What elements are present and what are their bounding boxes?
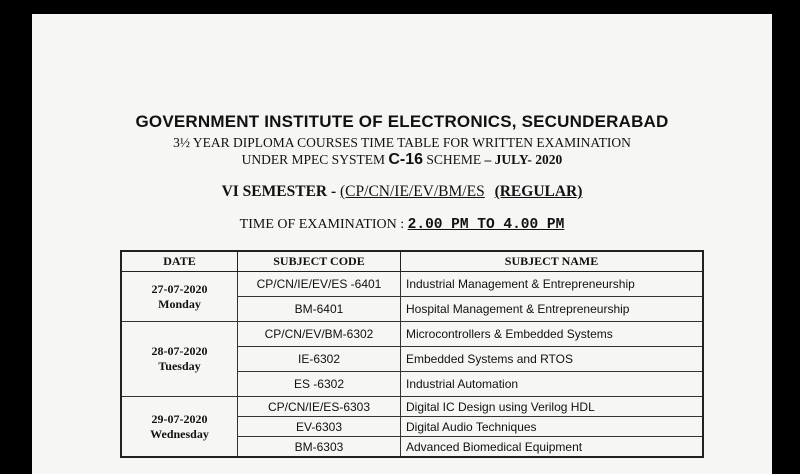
date-cell	[121, 272, 238, 322]
exam-date: 27-07-2020	[151, 281, 208, 296]
date-cell	[121, 322, 238, 397]
column-header-date: DATE	[121, 251, 238, 272]
branch-list: (CP/CN/IE/EV/BM/ES	[340, 183, 485, 200]
scheme-line	[32, 151, 772, 169]
exam-month: – JULY- 2020	[484, 152, 563, 167]
column-header-name: SUBJECT NAME	[401, 251, 704, 272]
time-label: TIME OF EXAMINATION :	[239, 217, 405, 232]
document-page	[32, 14, 772, 474]
table-header-row	[121, 251, 703, 272]
subject-name: Microcontrollers & Embedded Systems	[401, 322, 704, 347]
exam-date: 28-07-2020	[151, 344, 208, 358]
table-row	[121, 397, 703, 417]
timetable	[120, 250, 704, 458]
subject-name: Embedded Systems and RTOS	[401, 347, 704, 372]
time-value: 2.00 PM TO 4.00 PM	[407, 217, 565, 233]
subject-name: Industrial Automation	[401, 372, 704, 397]
exam-day: Tuesday	[158, 359, 201, 373]
subject-code: EV-6303	[238, 417, 401, 437]
subject-code: CP/CN/IE/EV/ES -6401	[238, 272, 401, 297]
course-line: 3½ YEAR DIPLOMA COURSES TIME TABLE FOR WRITTEN EXAMINATION	[173, 135, 631, 150]
subject-name: Digital Audio Techniques	[401, 417, 704, 437]
subject-code: BM-6303	[238, 437, 401, 458]
exam-time-line	[32, 217, 772, 233]
institute-title: GOVERNMENT INSTITUTE OF ELECTRONICS, SECUNDERABAD	[135, 112, 669, 131]
column-header-code: SUBJECT CODE	[238, 251, 401, 272]
table-row	[121, 322, 703, 347]
subject-name: Digital IC Design using Verilog HDL	[401, 397, 704, 417]
exam-day: Monday	[158, 296, 201, 311]
subject-code: CP/CN/EV/BM-6302	[238, 322, 401, 347]
regular-label: (REGULAR)	[494, 183, 583, 200]
subject-name: Hospital Management & Entrepreneurship	[401, 297, 704, 322]
subject-name: Industrial Management & Entrepreneurship	[401, 272, 704, 297]
subject-code: IE-6302	[238, 347, 401, 372]
table-row	[121, 272, 703, 297]
semester-label: VI SEMESTER -	[221, 183, 337, 200]
exam-date: 29-07-2020	[151, 411, 208, 426]
subject-name: Advanced Biomedical Equipment	[401, 437, 704, 458]
scheme-code: C-16	[388, 151, 424, 168]
exam-day: Wednesday	[150, 426, 209, 441]
subject-code: BM-6401	[238, 297, 401, 322]
semester-line	[32, 183, 772, 201]
subject-code: ES -6302	[238, 372, 401, 397]
system-prefix: UNDER MPEC SYSTEM	[241, 152, 385, 167]
scheme-label: SCHEME	[426, 152, 482, 167]
date-cell	[121, 397, 238, 458]
subject-code: CP/CN/IE/ES-6303	[238, 397, 401, 417]
